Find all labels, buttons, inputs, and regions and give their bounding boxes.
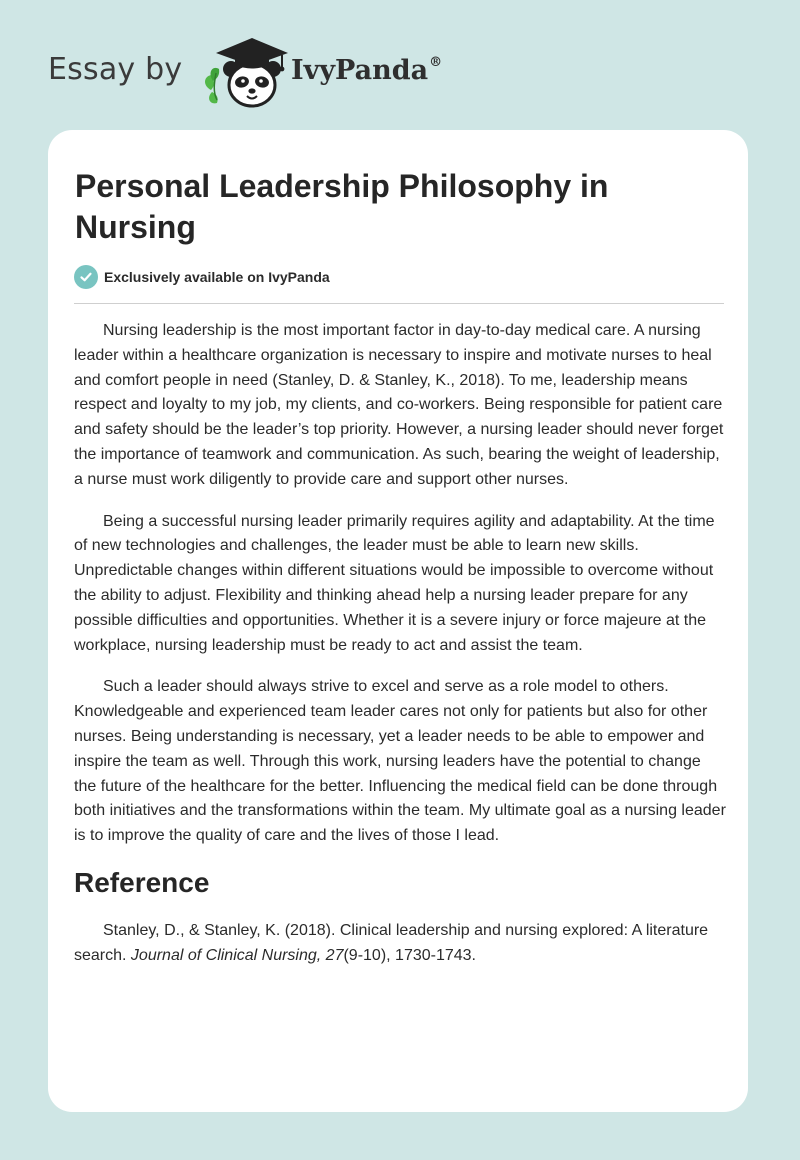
brand-header[interactable] — [48, 34, 488, 110]
essay-card — [48, 130, 748, 1112]
registered-mark: ® — [429, 55, 443, 70]
brand-name — [291, 55, 442, 86]
reference-entry — [74, 919, 726, 969]
brand-name-text: IvyPanda — [291, 55, 429, 86]
check-icon — [74, 265, 98, 289]
brand-prefix: Essay by — [48, 52, 183, 87]
panda-graduate-logo-icon — [198, 34, 294, 110]
exclusive-label: Exclusively available on IvyPanda — [104, 269, 330, 285]
divider — [74, 303, 724, 304]
reference-journal: Journal of Clinical Nursing, 27 — [130, 946, 344, 964]
exclusive-badge — [74, 264, 330, 290]
reference-heading: Reference — [74, 866, 210, 898]
paragraph: Nursing leadership is the most important factor in day-to-day medical care. A nursing leader within a healthcare organization is necessary to inspire and motivate nurses to heal and comfort people in need (Stanley, D. & Stanley, K., 2018). To me, leadership means respect and loyalty to my job, my clients, and co-workers. Being responsible for patient care and safety should be the leader’s top priority. However, a nursing leader should never forget the importance of teamwork and communication. As such, bearing the weight of leadership, a nurse must work diligently to provide care and support other nurses. — [74, 322, 724, 488]
reference-authors: Stanley, D., & Stanley, K. (2018). Clinical leadership and nursing explored: A literature search. — [74, 921, 709, 964]
reference-issue-pages: (9-10), 1730-1743. — [343, 946, 476, 964]
essay-body — [74, 319, 726, 969]
paragraph: Being a successful nursing leader primarily requires agility and adaptability. At the time of new technologies and challenges, the leader must be able to learn new skills. Unpredictable changes within different situations would be impossible to overcome without the ability to adjust. Flexibility and thinking ahead help a nursing leader prepare for any possible difficulties and opportunities. Whether it is a severe injury or force majeure at the workplace, nursing leadership must be ready to act and assist the team. — [74, 512, 715, 654]
page-title: Personal Leadership Philosophy in Nursing — [75, 168, 609, 245]
paragraph: Such a leader should always strive to excel and serve as a role model to others. Knowledgeable and experienced team leader cares not only for patients but also for other nurses. Being understanding is necessary, yet a leader needs to be able to empower and inspire the team as well. Through this work, nursing leaders have the potential to change the future of the healthcare for the better. Influencing the medical field can be done through both initiatives and the transformations within the team. My ultimate goal as a nursing leader is to improve the quality of care and the lives of those I lead. — [74, 678, 726, 845]
